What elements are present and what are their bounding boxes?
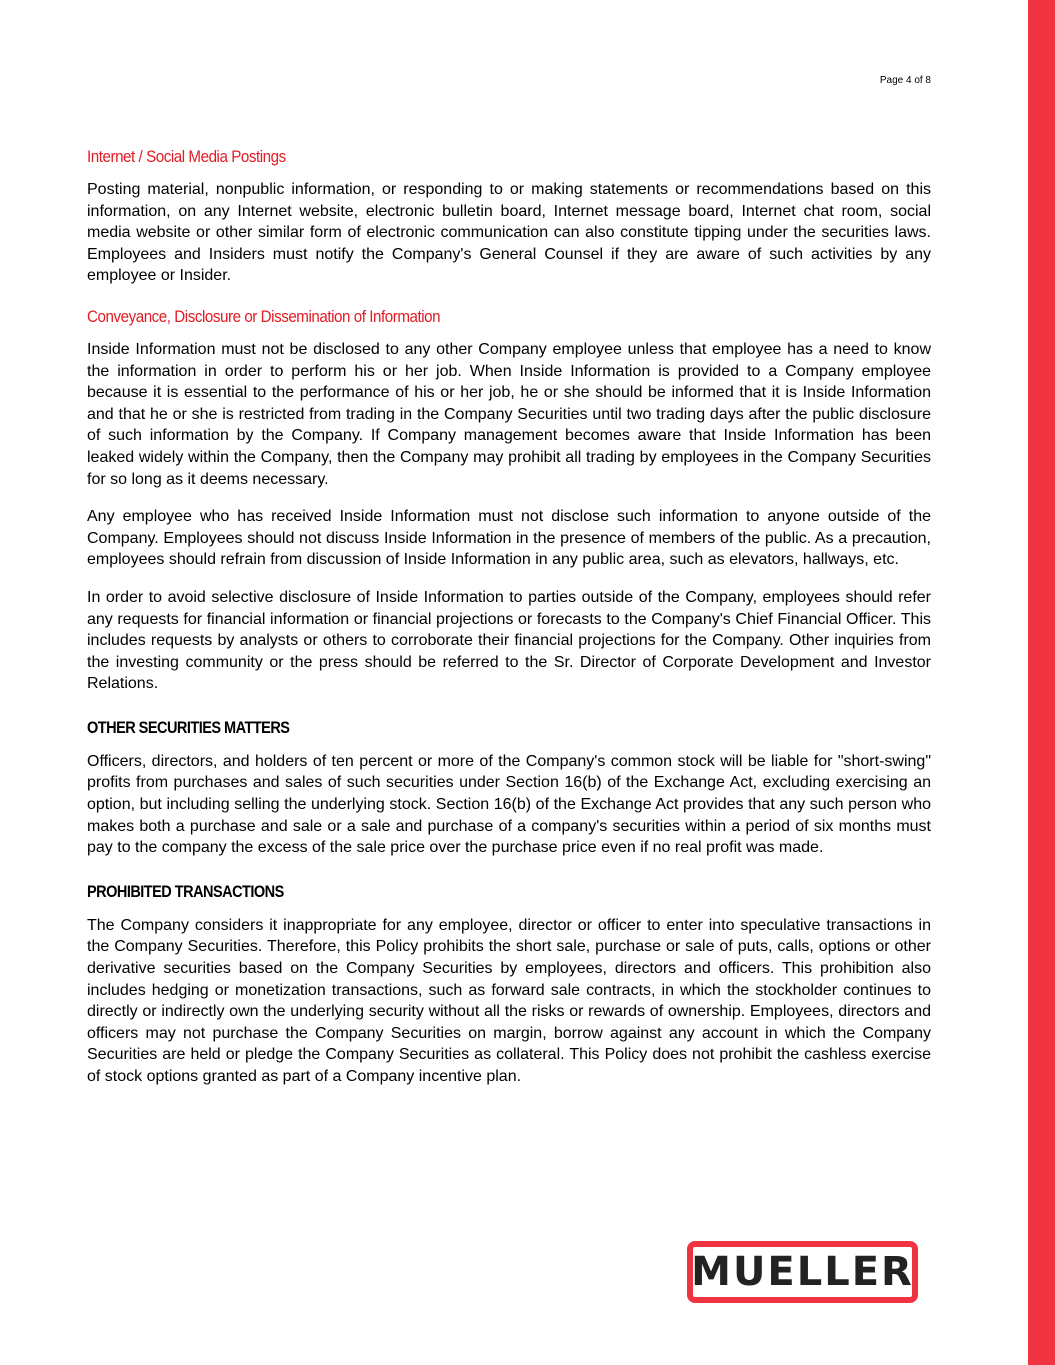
heading-other-securities-matters: OTHER SECURITIES MATTERS: [87, 718, 290, 737]
paragraph-internet: Posting material, nonpublic information, or responding to or making statements or recommendations based on this information, on any Internet website, electronic bulletin board, Internet message board, Internet chat room, social media website or other similar form of electronic communication can also constitute tipping under the securities laws. Employees and Insiders must notify the Company's General Counsel if they are aware of such activities by any employee or Insider.: [87, 181, 931, 285]
paragraph-conveyance-2: Any employee who has received Inside Information must not disclose such information to anyone outside of the Company. Employees should not discuss Inside Information in the presence of members of the public. As a precaution, employees should refrain from discussion of Inside Information in any public area, such as elevators, hallways, etc.: [87, 508, 931, 569]
mueller-logo: [687, 1241, 918, 1303]
paragraph-prohibited: The Company considers it inappropriate for any employee, director or officer to enter into speculative transactions in the Company Securities. Therefore, this Policy prohibits the short sale, purchase or sale of puts, calls, options or other derivative securities based on the Company Securities by employees, directors and officers. This prohibition also includes hedging or monetization transactions, such as forward sale contracts, in which the stockholder continues to directly or indirectly own the underlying security without all the risks or rewards of ownership. Employees, directors and officers may not purchase the Company Securities on margin, borrow against any account in which the Company Securities are held or pledge the Company Securities as collateral. This Policy does not prohibit the cashless exercise of stock options granted as part of a Company incentive plan.: [87, 916, 931, 1085]
heading-internet-social-media: Internet / Social Media Postings: [87, 148, 286, 166]
page-number: Page 4 of 8: [879, 75, 931, 86]
right-accent-bar: [1028, 0, 1055, 1365]
logo-text: MUELLER: [691, 1249, 914, 1295]
paragraph-conveyance-1: Inside Information must not be disclosed to any other Company employee unless that employee has a need to know the information in order to perform his or her job. When Inside Information is provided to a Company employee because it is essential to the performance of his or her job, he or she should be informed that it is Inside Information and that he or she is restricted from trading in the Company Securities until two trading days after the public disclosure of such information by the Company. If Company management becomes aware that Inside Information has been leaked widely within the Company, then the Company may prohibit all trading by employees in the Company Securities for so long as it deems necessary.: [87, 340, 931, 488]
document-body: [87, 143, 931, 1104]
paragraph-conveyance-3: In order to avoid selective disclosure of Inside Information to parties outside of the Company, employees should refer any requests for financial information or financial projections or forecasts to the Company's Chief Financial Officer. This includes requests by analysts or others to corroborate their financial projections for the Company. Other inquiries from the investing community or the press should be referred to the Sr. Director of Corporate Development and Investor Relations.: [87, 588, 931, 693]
paragraph-other-securities: Officers, directors, and holders of ten percent or more of the Company's common stock will be liable for "short-swing" profits from purchases and sales of such securities under Section 16(b) of the Exchange Act, excluding exercising an option, but including selling the underlying stock. Section 16(b) of the Exchange Act provides that any such person who makes both a purchase and sale or a sale and purchase of a company's securities within a period of six months must pay to the company the excess of the sale price over the purchase price even if no real profit was made.: [87, 752, 931, 857]
heading-prohibited-transactions: PROHIBITED TRANSACTIONS: [87, 882, 284, 901]
heading-conveyance-disclosure: Conveyance, Disclosure or Dissemination of Information: [87, 307, 441, 326]
